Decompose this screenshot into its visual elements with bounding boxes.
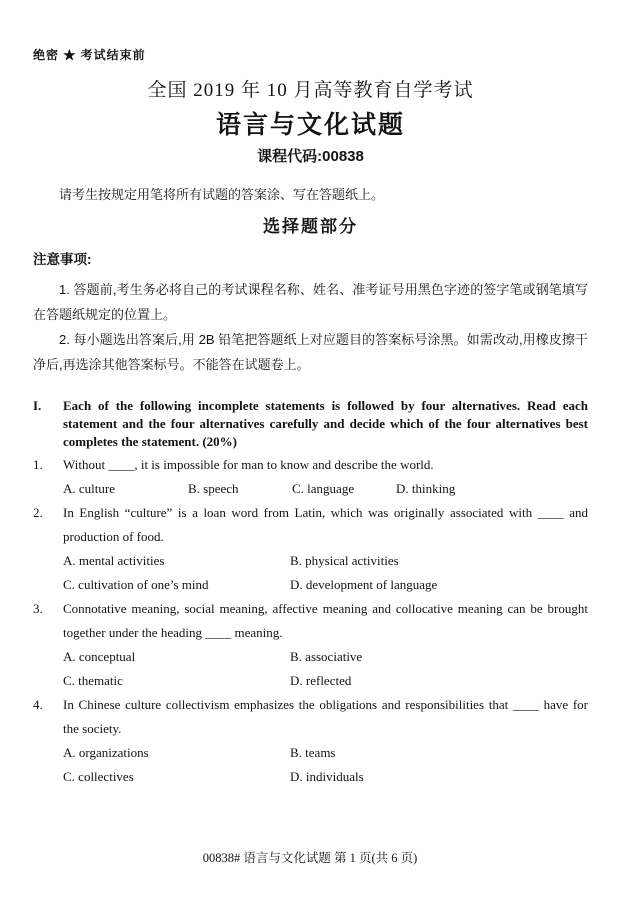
classification-label: 绝密 ★ 考试结束前 bbox=[33, 48, 146, 62]
question-4-body bbox=[63, 693, 588, 789]
question-1-option-a: A. culture bbox=[63, 481, 115, 496]
section-1-number: I. bbox=[33, 398, 42, 413]
question-3-stem: Connotative meaning, social meaning, affective meaning and collocative meaning can be brought together under the heading ____ meaning. bbox=[63, 601, 588, 640]
question-3-option-a: A. conceptual bbox=[63, 649, 136, 664]
question-4-option-a: A. organizations bbox=[63, 745, 149, 760]
question-4-stem: In Chinese culture collectivism emphasizes the obligations and responsibilities that ____ have for the society. bbox=[63, 697, 588, 736]
question-1 bbox=[33, 453, 588, 501]
question-2-option-b: B. physical activities bbox=[290, 553, 399, 568]
question-2-option-a: A. mental activities bbox=[63, 553, 165, 568]
question-2-number: 2. bbox=[33, 505, 43, 520]
question-4-options bbox=[63, 741, 588, 789]
note-item-1: 1. 答题前,考生务必将自己的考试课程名称、姓名、准考证号用黑色字迹的签字笔或钢笔填写在答题纸规定的位置上。 bbox=[33, 282, 588, 322]
multiple-choice-part-heading: 选择题部分 bbox=[263, 217, 358, 236]
question-2-body bbox=[63, 501, 588, 597]
question-3-body bbox=[63, 597, 588, 693]
question-2-option-c: C. cultivation of one’s mind bbox=[63, 577, 209, 592]
exam-title: 全国 2019 年 10 月高等教育自学考试 bbox=[147, 80, 474, 101]
question-3-option-c: C. thematic bbox=[63, 673, 123, 688]
question-3-option-d: D. reflected bbox=[290, 673, 352, 688]
answer-sheet-instruction: 请考生按规定用笔将所有试题的答案涂、写在答题纸上。 bbox=[59, 187, 385, 202]
question-1-option-b: B. speech bbox=[188, 481, 239, 496]
question-4 bbox=[33, 693, 588, 789]
question-3-options bbox=[63, 645, 588, 693]
course-code: 课程代码:00838 bbox=[257, 148, 364, 165]
question-1-body bbox=[63, 453, 588, 501]
section-1-instructions: Each of the following incomplete statements is followed by four alternatives. Read each statement and the four alternatives carefully and decide which of the four alternatives best completes the statement. (20%) bbox=[63, 398, 588, 449]
section-1-heading bbox=[33, 397, 588, 451]
page-footer: 00838# 语言与文化试题 第 1 页(共 6 页) bbox=[202, 851, 418, 865]
question-4-option-d: D. individuals bbox=[290, 769, 364, 784]
question-3 bbox=[33, 597, 588, 693]
subject-title: 语言与文化试题 bbox=[215, 111, 405, 139]
question-2-stem: In English “culture” is a loan word from Latin, which was originally associated with ____ and production of food. bbox=[63, 505, 588, 544]
question-3-option-b: B. associative bbox=[290, 649, 363, 664]
question-1-number: 1. bbox=[33, 457, 43, 472]
question-2-options bbox=[63, 549, 588, 597]
question-4-option-b: B. teams bbox=[290, 745, 336, 760]
question-1-options bbox=[63, 477, 588, 501]
question-2 bbox=[33, 501, 588, 597]
question-1-stem: Without ____, it is impossible for man to know and describe the world. bbox=[63, 457, 434, 472]
question-1-option-d: D. thinking bbox=[396, 481, 456, 496]
question-1-option-c: C. language bbox=[292, 481, 355, 496]
question-4-number: 4. bbox=[33, 697, 43, 712]
note-item-2: 2. 每小题选出答案后,用 2B 铅笔把答题纸上对应题目的答案标号涂黑。如需改动,用橡皮擦干净后,再选涂其他答案标号。不能答在试题卷上。 bbox=[33, 332, 588, 372]
question-3-number: 3. bbox=[33, 601, 43, 616]
notes-title: 注意事项: bbox=[33, 252, 92, 267]
question-2-option-d: D. development of language bbox=[290, 577, 438, 592]
question-4-option-c: C. collectives bbox=[63, 769, 134, 784]
